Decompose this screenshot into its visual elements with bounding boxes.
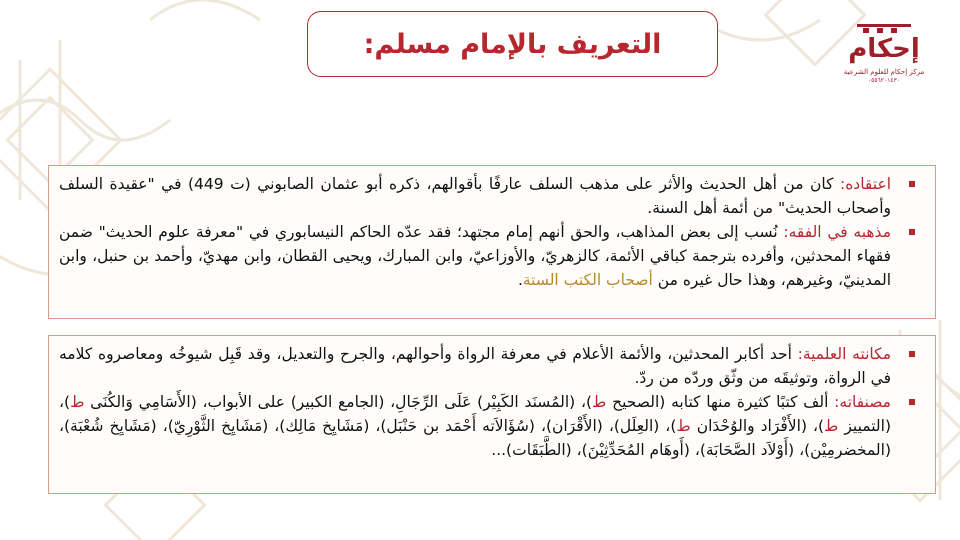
- printed-tag: ط: [592, 393, 607, 411]
- page-title: التعريف بالإمام مسلم:: [363, 28, 662, 60]
- printed-tag: ط: [824, 417, 839, 435]
- item-lead: مذهبه في الفقه:: [783, 223, 891, 241]
- bullet-icon: [909, 351, 915, 357]
- list-item-fiqh: [59, 220, 925, 292]
- logo-mark-icon: [857, 24, 911, 34]
- content-panel-belief: [48, 165, 936, 319]
- logo-word: إحكام: [848, 34, 920, 64]
- logo-subtitle: مركز إحكام للعلوم الشرعية: [843, 68, 925, 76]
- bullet-icon: [909, 181, 915, 187]
- title-box: [307, 11, 718, 77]
- item-text: )، (التمييز: [59, 393, 892, 435]
- item-end: .: [517, 271, 523, 289]
- item-highlight: أصحاب الكتب الستة: [522, 271, 653, 289]
- bullet-icon: [909, 229, 915, 235]
- list-item-belief: [59, 172, 925, 220]
- bullet-icon: [909, 399, 915, 405]
- item-text: ألف كتبًا كثيرة منها كتابه (الصحيح: [606, 393, 835, 411]
- content-panel-status: [48, 335, 936, 494]
- item-text: نُسب إلى بعض المذاهب، والحق أنهم إمام مجتهد؛ فقد عدّه الحاكم النيسابوري في "معرفة علوم الحديث" ضمن فقهاء المحدثين، وأفرده بترجمة كباقي الأئمة، كالزهريّ، والأوزاعيّ، وابن المبارك، ويحيى القطان، وابن مهديّ، وأحمد بن حنبل، وابن المدينيّ، وغيرهم، وهذا حال غيره من: [59, 223, 891, 289]
- printed-tag: ط: [676, 417, 691, 435]
- item-text: )، (المُسنَد الكَبِيْر) عَلَى الرِّجَالِ، (الجامع الكبير) على الأبواب، (الأَسَامِي وَالكُنَى: [84, 393, 592, 411]
- list-item-works: [59, 390, 925, 462]
- printed-tag: ط: [70, 393, 85, 411]
- logo: [844, 24, 924, 94]
- item-text: أحد أكابر المحدثين، والأئمة الأعلام في معرفة الرواة وأحوالهم، والجرح والتعديل، وقد قَبِل شيوخُه ومعاصروه كلامه في الرواة، وتوثيقَه من وثّق وردّه من ردّ.: [59, 345, 891, 387]
- item-text: )، (العِلَل)، (الأَقْرَان)، (سُؤَالاَته أَحْمَد بن حَنْبَل)، (مَشَايِخ مَالِك)، (مَشَايِخ الثَّوْرِيّ)، (مَشَايِخ شُعْبَة)، (المخضرمِيْن)، (أَوْلاَد الصَّحَابَة)، (أَوهَام المُحَدِّثِيْنَ)، (الطَّبَقَات)...: [59, 417, 891, 459]
- logo-number: ٠٥٥٦٢٠١٤٣٠: [867, 77, 901, 84]
- item-lead: مكانته العلمية:: [797, 345, 891, 363]
- item-lead: مصنفاته:: [834, 393, 891, 411]
- list-item-status: [59, 342, 925, 390]
- item-text: )، (الأَفْرَاد والوُحْدَان: [690, 417, 825, 435]
- item-lead: اعتقاده:: [839, 175, 892, 193]
- item-text: كان من أهل الحديث والأثر على مذهب السلف عارفًا بأقوالهم، ذكره أبو عثمان الصابوني (ت 449) في "عقيدة السلف وأصحاب الحديث" من أئمة أهل السنة.: [59, 175, 891, 217]
